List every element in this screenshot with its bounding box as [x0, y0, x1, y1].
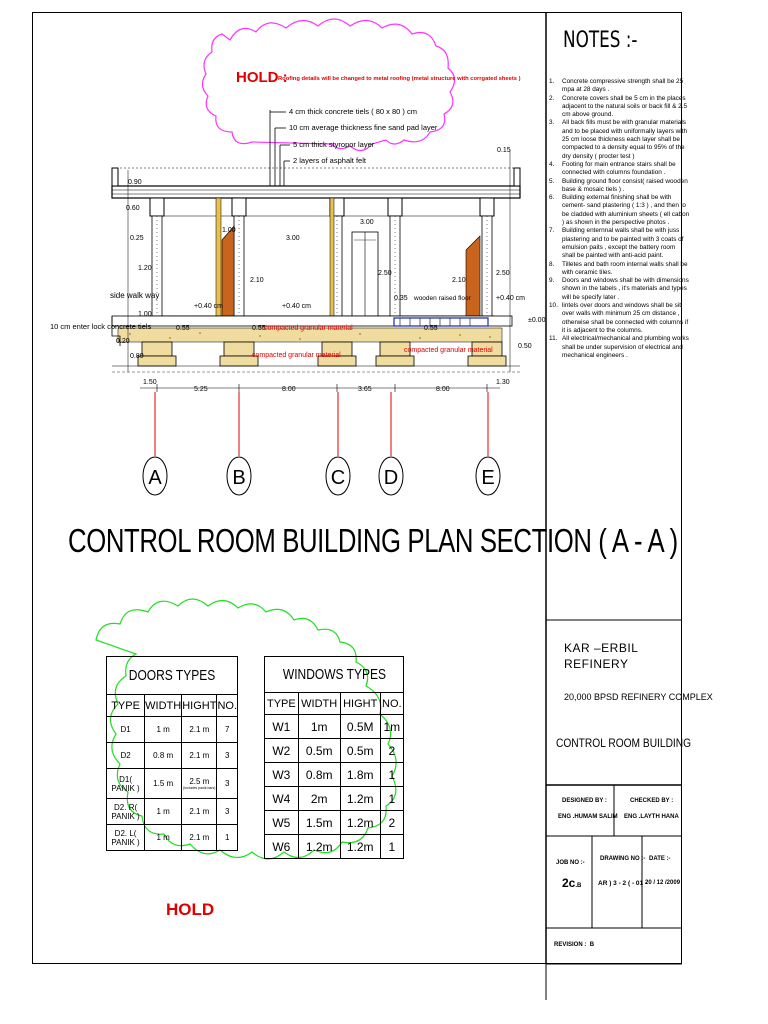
table-row	[107, 769, 238, 799]
table-row	[107, 743, 238, 769]
note-item	[549, 302, 690, 335]
window-width-cell: 1.2m	[298, 835, 340, 859]
hold-label-top: HOLD :	[236, 69, 288, 86]
door-no-cell: 1	[217, 825, 238, 851]
note-text: Tilletes and bath room internal walls shall be with ceramic tiles.	[562, 260, 688, 276]
svg-text:1.00: 1.00	[138, 311, 152, 318]
window-type-cell: W1	[265, 715, 299, 739]
door-panel	[466, 236, 480, 316]
svg-text:1.30: 1.30	[496, 379, 510, 386]
door-no-cell: 3	[217, 769, 238, 799]
hold-label-bottom: HOLD	[166, 900, 215, 919]
note-item	[549, 119, 690, 160]
wooden-floor-label: wooden raised floor	[414, 295, 471, 302]
windows-header-type: TYPE	[265, 693, 299, 715]
layer-label: 4 cm thick concrete tiels ( 80 x 80 ) cm	[289, 107, 417, 116]
svg-text:0.15: 0.15	[497, 147, 511, 154]
doors-table-title: DOORS TYPES	[106, 656, 238, 694]
note-item	[549, 194, 690, 227]
door-panel	[222, 226, 234, 316]
note-text: lintels over doors and windows shall be sit over walls with minimum 25 cm distance , otherwise shall be connected with columns if it is adjacent to the columns.	[562, 302, 689, 334]
window-width-cell: 1m	[298, 715, 340, 739]
note-item	[549, 78, 690, 95]
revision: REVISION : B	[554, 942, 595, 948]
axis-label-e: E	[481, 467, 495, 489]
window-type-cell: W3	[265, 763, 299, 787]
window-height-cell: 1.2m	[340, 835, 380, 859]
designed-label: DESIGNED BY :	[562, 798, 607, 804]
client-name: KAR –ERBIL REFINERY	[564, 641, 638, 671]
note-number: 1.	[549, 78, 555, 85]
door-no-cell: 3	[217, 743, 238, 769]
project-name: 20,000 BPSD REFINERY COMPLEX	[564, 692, 713, 702]
doors-table	[106, 694, 238, 851]
table-row	[265, 715, 404, 739]
side-walk-label: side walk way	[110, 291, 160, 300]
note-item	[549, 260, 690, 278]
window-type-cell: W5	[265, 811, 299, 835]
window-width-cell: 2m	[298, 787, 340, 811]
note-number: 7.	[549, 227, 555, 235]
note-number: 8.	[549, 260, 555, 268]
windows-table-title: WINDOWS TYPES	[264, 656, 404, 692]
window-height-cell: 1.2m	[340, 787, 380, 811]
note-item	[549, 227, 690, 260]
door-height-cell: 2.1 m	[182, 825, 217, 851]
layer-label: 2 layers of asphalt felt	[293, 156, 366, 165]
door-width-cell: 1.5 m	[145, 769, 182, 799]
parapet-left	[112, 168, 118, 186]
table-row	[265, 739, 404, 763]
window-no-cell: 1	[380, 787, 403, 811]
granular-label: compacted granular material	[404, 347, 493, 354]
job-label: JOB NO :-	[556, 860, 585, 866]
building-name: CONTROL ROOM BUILDING	[556, 736, 692, 750]
svg-text:0.20: 0.20	[116, 338, 130, 345]
windows-header-no: NO.	[380, 693, 403, 715]
note-text: Concrete covers shall be 5 cm in the places adjacent to the natural soils or back fill & 2.5 cm above ground.	[562, 94, 688, 119]
note-text: Building enternnal walls shall be with juss plastering and to be painted with 3 coats of emulsion paits , except the battery room shall be painted with anti-acid paint.	[562, 227, 684, 260]
note-item	[549, 335, 690, 360]
svg-text:0.80: 0.80	[130, 353, 144, 360]
layer-label: 5 cm thick styropor layer	[293, 140, 375, 149]
window-height-cell: 1.8m	[340, 763, 380, 787]
svg-text:0.60: 0.60	[126, 205, 140, 212]
door-height-cell: 2.1 m	[182, 799, 217, 825]
svg-text:8.00: 8.00	[436, 386, 450, 393]
date-label: DATE :-	[649, 856, 671, 862]
svg-text:5.25: 5.25	[194, 386, 208, 393]
parapet-right	[514, 168, 520, 186]
door-width-cell: 1 m	[145, 717, 182, 743]
door-type-cell: D2. R( PANIK )	[107, 799, 145, 825]
note-item	[549, 94, 690, 120]
note-number: 11.	[549, 335, 558, 343]
note-item	[549, 277, 690, 302]
window-no-cell: 1	[380, 763, 403, 787]
svg-text:+0.40 cm: +0.40 cm	[194, 303, 223, 310]
windows-header-height: HIGHT	[340, 693, 380, 715]
window-width-cell: 1.5m	[298, 811, 340, 835]
window-no-cell: 1m	[380, 715, 403, 739]
windows-header-width: WIDTH	[298, 693, 340, 715]
window-type-cell: W6	[265, 835, 299, 859]
doors-header-no: NO.	[217, 695, 238, 717]
window-height-cell: 0.5M	[340, 715, 380, 739]
granular-label: compacted granular material	[264, 325, 353, 332]
window-type-cell: W2	[265, 739, 299, 763]
door-type-cell: D2	[107, 743, 145, 769]
job-value: 2c.B	[562, 876, 582, 890]
svg-text:2.50: 2.50	[496, 270, 510, 277]
checked-name: ENG .LAYTH HANA	[624, 814, 679, 820]
table-row	[265, 787, 404, 811]
note-number: 2.	[549, 94, 555, 102]
window-width-cell: 0.8m	[298, 763, 340, 787]
designed-name: ENG .HUMAM SALIM	[558, 814, 618, 820]
door-height-cell: 2.1 m	[182, 717, 217, 743]
table-row	[265, 763, 404, 787]
svg-text:1.00: 1.00	[222, 227, 236, 234]
roof-slab	[112, 186, 520, 198]
door-width-cell: 1 m	[145, 799, 182, 825]
note-text: Concrete compressive strength shall be 25 mpa at 28 days .	[562, 78, 684, 94]
note-text: All electrical/mechanical and plumbing works shall be under supervision of electrical and mechanical engineers .	[562, 335, 689, 359]
door-note: (includes panik bars)	[183, 786, 216, 790]
svg-text:+0.40 cm: +0.40 cm	[496, 295, 525, 302]
axis-lines	[155, 392, 488, 456]
door-width-cell: 0.8 m	[145, 743, 182, 769]
date-value: 20 / 12 /2009	[645, 880, 681, 886]
table-row	[107, 825, 238, 851]
svg-text:1.20: 1.20	[138, 265, 152, 272]
svg-text:0.55: 0.55	[252, 325, 266, 332]
windows-table	[264, 692, 404, 859]
note-number: 6.	[549, 194, 555, 202]
svg-text:3.00: 3.00	[360, 219, 374, 226]
axis-label-d: D	[383, 467, 399, 489]
svg-text:1.50: 1.50	[143, 379, 157, 386]
doors-header-height: HIGHT	[182, 695, 217, 717]
hold-note: Roofing details will be changed to metal roofing (metal structure with corrgated sheets )	[278, 76, 521, 82]
door-height-cell: 2.1 m	[182, 743, 217, 769]
note-number: 3.	[549, 119, 555, 127]
granular-label: compacted granular material	[252, 352, 341, 359]
table-row	[107, 799, 238, 825]
svg-text:0.35: 0.35	[394, 295, 408, 302]
notes-list	[548, 78, 690, 360]
note-item	[549, 160, 690, 178]
door-no-cell: 7	[217, 717, 238, 743]
axis-bubbles	[143, 457, 500, 495]
svg-text:0.55: 0.55	[176, 325, 190, 332]
axis-label-b: B	[232, 467, 246, 489]
table-row	[107, 717, 238, 743]
note-number: 9.	[549, 277, 555, 285]
door-type-cell: D1	[107, 717, 145, 743]
note-text: Footing for main entrance stairs shall be connected with columns foundation .	[562, 160, 676, 177]
interlock-label: 10 cm enter lock concrete tiels	[50, 322, 152, 331]
table-row	[265, 811, 404, 835]
door-type-cell: D1( PANIK )	[107, 769, 145, 799]
page-title: CONTROL ROOM BUILDING PLAN SECTION ( A - A )	[68, 522, 678, 559]
svg-text:2.50: 2.50	[378, 270, 392, 277]
door-no-cell: 3	[217, 799, 238, 825]
axis-label-a: A	[148, 467, 162, 489]
notes-title: NOTES :-	[563, 28, 638, 53]
svg-text:±0.00: ±0.00	[528, 317, 546, 324]
note-number: 5.	[549, 177, 555, 185]
door-height-cell: 2.5 m (includes panik bars)	[182, 769, 217, 799]
svg-text:3.65: 3.65	[358, 386, 372, 393]
svg-text:2.10: 2.10	[250, 277, 264, 284]
svg-text:8.00: 8.00	[282, 386, 296, 393]
door-type-cell: D2. L( PANIK )	[107, 825, 145, 851]
svg-text:2.10: 2.10	[452, 277, 466, 284]
svg-text:0.50: 0.50	[518, 343, 532, 350]
window-type-cell: W4	[265, 787, 299, 811]
checked-label: CHECKED BY :	[630, 798, 674, 804]
window-height-cell: 0.5m	[340, 739, 380, 763]
svg-text:+0.40 cm: +0.40 cm	[282, 303, 311, 310]
doors-header-width: WIDTH	[145, 695, 182, 717]
doors-header-type: TYPE	[107, 695, 145, 717]
axis-label-c: C	[330, 467, 346, 489]
layer-label: 10 cm average thickness fine sand pad layer	[289, 123, 438, 132]
note-text: All back fills must be with granular materials and to be placed with uniformally layers with 25 cm loose thickness each layer shall be compacted to a density equal to 95% of the dry density ( procter test )	[562, 119, 688, 160]
window-height-cell: 1.2m	[340, 811, 380, 835]
drawing-label: DRAWING NO :-	[600, 856, 646, 862]
window-no-cell: 2	[380, 811, 403, 835]
svg-text:0.90: 0.90	[128, 179, 142, 186]
svg-text:0.55: 0.55	[424, 325, 438, 332]
window-no-cell: 2	[380, 739, 403, 763]
note-text: Building ground floor consist( raised wooden base & mosaic tiels ) .	[562, 177, 688, 193]
note-text: Doors and windows shall be with dimensions shown in the tabels , it's materials and types will be specify later .	[562, 277, 689, 301]
note-number: 10.	[549, 302, 558, 310]
note-item	[549, 177, 690, 195]
note-text: Building external finishing shall be with cement- sand plastering ( 1:3 ) , and then to be cladded with aluminium sheets ( ell cabon ) as shown in the perspective photos .	[562, 194, 690, 227]
svg-text:3.00: 3.00	[286, 235, 300, 242]
note-number: 4.	[549, 160, 555, 168]
window-width-cell: 0.5m	[298, 739, 340, 763]
door-width-cell: 1 m	[145, 825, 182, 851]
table-row	[265, 835, 404, 859]
drawing-value: AR ) 3 - 2 ( - 01 -	[598, 880, 648, 887]
window-no-cell: 1	[380, 835, 403, 859]
svg-text:0.25: 0.25	[130, 235, 144, 242]
